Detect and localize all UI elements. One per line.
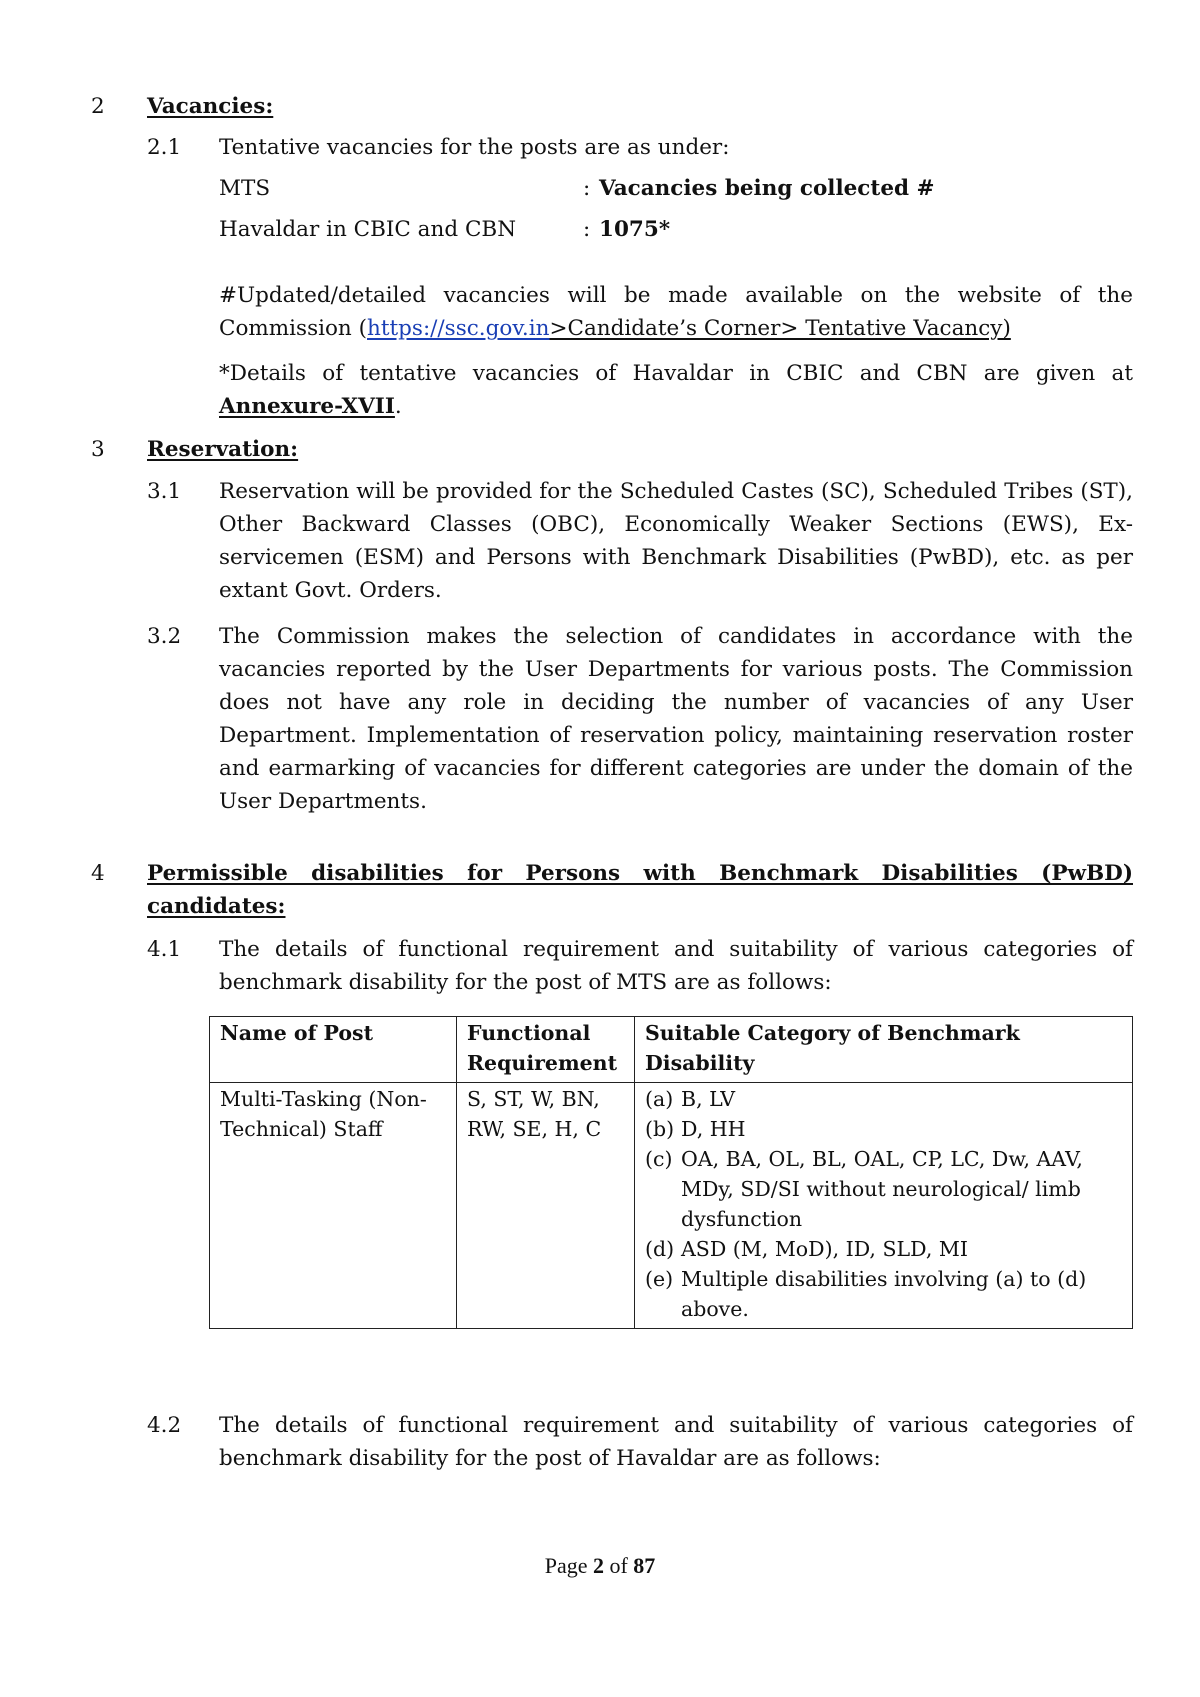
category-item — [645, 1234, 1122, 1264]
subsection-number: 3.2 — [147, 624, 182, 649]
vacancy-value-havaldar: 1075* — [599, 217, 671, 242]
subsection-number: 3.1 — [147, 479, 182, 504]
cell-post-name: Multi-Tasking (Non-Technical) Staff — [210, 1083, 457, 1329]
category-item — [645, 1114, 1122, 1144]
table-header-row — [210, 1017, 1133, 1083]
category-letter: (a) — [645, 1087, 674, 1111]
cell-functional-requirement: S, ST, W, BN, RW, SE, H, C — [457, 1083, 635, 1329]
category-letter: (c) — [645, 1147, 673, 1171]
category-text: B, LV — [681, 1087, 736, 1111]
current-page-number: 2 — [592, 1553, 604, 1578]
note-path: >Candidate’s Corner> Tentative Vacancy) — [549, 316, 1011, 341]
total-page-count: 87 — [633, 1553, 656, 1578]
annexure-reference: Annexure-XVII — [219, 394, 395, 419]
selection-paragraph: The Commission makes the selection of candidates in accordance with the vacancies reported by the User Departments for various posts. The Commission does not have any role in deciding the number of vacancies of any User Department. Implementation of reservation policy, maintaining reservation roster and earmarking of vacancies for different categories are under the domain of the User Departments. — [219, 624, 1133, 814]
note-text: #Updated/detailed vacancies will be made available on the website of the Commission ( — [219, 283, 1133, 341]
vacancy-post-havaldar: Havaldar in CBIC and CBN — [219, 217, 517, 242]
mts-disability-intro: The details of functional requirement and suitability of various categories of benchmark disability for the post of MTS are as follows: — [219, 937, 1133, 995]
category-letter: (d) — [645, 1237, 675, 1261]
vacancies-intro: Tentative vacancies for the posts are as under: — [219, 135, 730, 160]
vacancy-value-mts: Vacancies being collected # — [599, 176, 935, 201]
section-number: 3 — [91, 437, 105, 462]
note-end: . — [394, 394, 402, 419]
footer-middle: of — [603, 1553, 634, 1578]
category-letter: (b) — [645, 1117, 675, 1141]
table-row — [210, 1083, 1133, 1329]
vacancy-separator: : — [583, 176, 591, 201]
vacancy-separator: : — [583, 217, 591, 242]
column-header-category: Suitable Category of Benchmark Disability — [635, 1017, 1133, 1083]
note-text: *Details of tentative vacancies of Havaldar in CBIC and CBN are given at — [219, 361, 1133, 386]
footer-prefix: Page — [544, 1553, 593, 1578]
category-letter: (e) — [645, 1267, 674, 1291]
cell-categories — [635, 1083, 1133, 1329]
havaldar-disability-intro: The details of functional requirement and suitability of various categories of benchmark disability for the post of Havaldar are as follows: — [219, 1413, 1133, 1471]
category-item — [645, 1264, 1122, 1324]
section-number: 2 — [91, 94, 105, 119]
category-text: ASD (M, MoD), ID, SLD, MI — [681, 1237, 968, 1261]
category-item — [645, 1084, 1122, 1114]
column-header-post: Name of Post — [210, 1017, 457, 1083]
pwbd-table-mts — [209, 1016, 1133, 1329]
vacancy-note-updated — [219, 279, 1133, 345]
category-text: Multiple disabilities involving (a) to (d) above. — [681, 1267, 1087, 1321]
section-heading-vacancies: Vacancies: — [147, 94, 274, 119]
subsection-number: 4.1 — [147, 937, 182, 962]
ssc-website-link[interactable]: https://ssc.gov.in — [367, 316, 550, 341]
reservation-paragraph: Reservation will be provided for the Scheduled Castes (SC), Scheduled Tribes (ST), Other Backward Classes (OBC), Economically Weaker Sections (EWS), Ex-servicemen (ESM) and Persons with Benchmark Disabilities (PwBD), etc. as per extant Govt. Orders. — [219, 479, 1133, 603]
section-number: 4 — [91, 861, 105, 886]
category-text: D, HH — [681, 1117, 746, 1141]
page-footer — [0, 1553, 1200, 1579]
vacancy-post-mts: MTS — [219, 176, 271, 201]
vacancy-note-details — [219, 357, 1133, 423]
subsection-number: 2.1 — [147, 135, 182, 160]
category-item — [645, 1144, 1122, 1234]
category-text: OA, BA, OL, BL, OAL, CP, LC, Dw, AAV, MDy, SD/SI without neurological/ limb dysfunction — [681, 1147, 1083, 1231]
subsection-number: 4.2 — [147, 1413, 182, 1438]
section-heading-reservation: Reservation: — [147, 437, 299, 462]
column-header-requirement: Functional Requirement — [457, 1017, 635, 1083]
section-heading-pwbd: Permissible disabilities for Persons with Benchmark Disabilities (PwBD) candidates: — [147, 861, 1133, 919]
